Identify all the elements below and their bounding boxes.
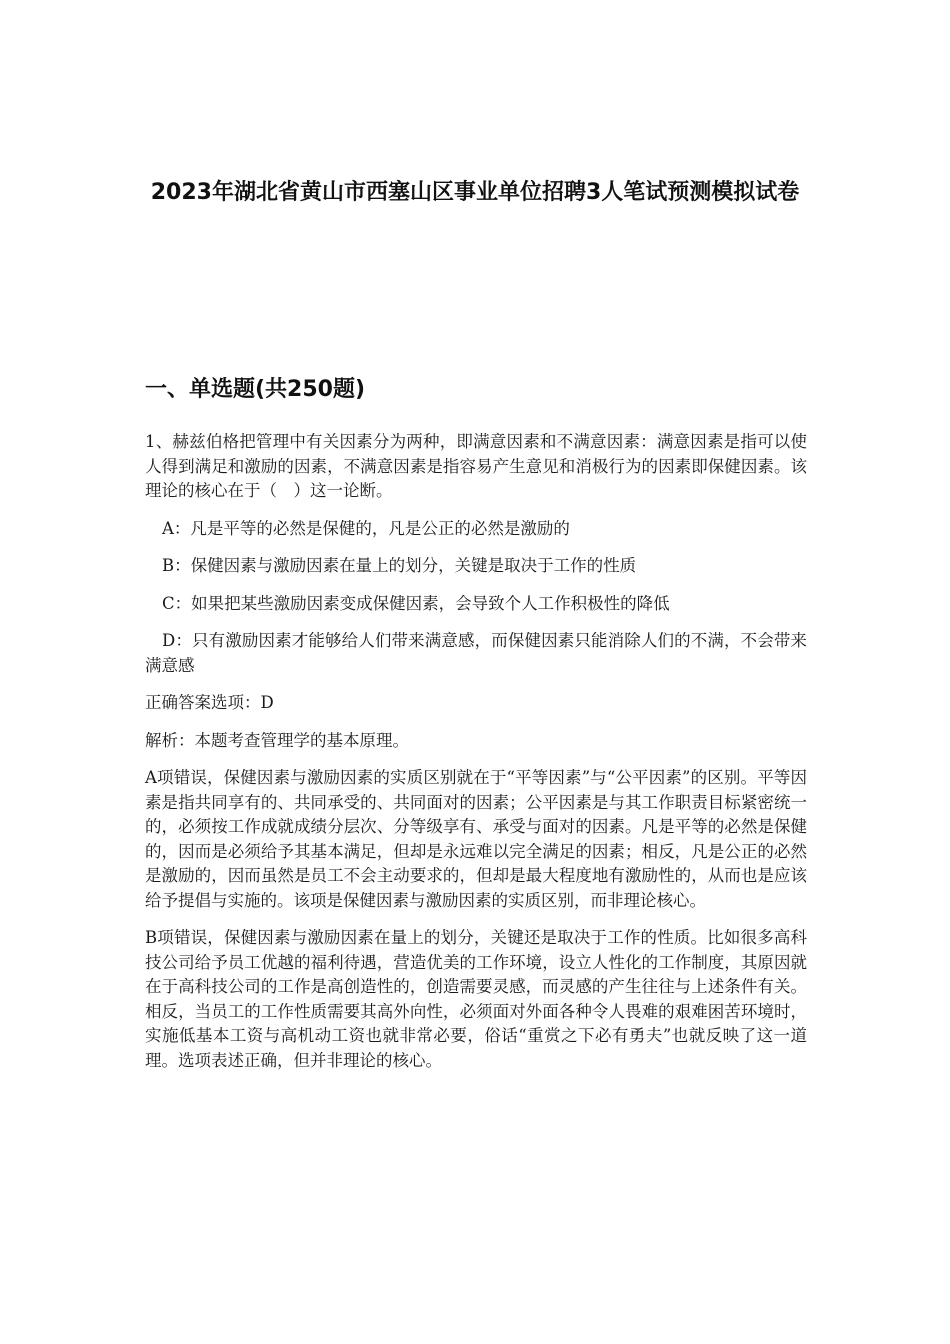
question-block bbox=[145, 430, 807, 1086]
option-d: D：只有激励因素才能够给人们带来满意感，而保健因素只能消除人们的不满，不会带来满意感 bbox=[145, 631, 807, 675]
analysis-option-b: B项错误，保健因素与激励因素在量上的划分，关键还是取决于工作的性质。比如很多高科技公司给予员工优越的福利待遇，营造优美的工作环境，设立人性化的工作制度，其原因就在于高科技公司的工作是高创造性的，创造需要灵感，而灵感的产生往往与上述条件有关。相反，当员工的工作性质需要其高外向性，必须面对外面各种令人畏难的艰难困苦环境时，实施低基本工资与高机动工资也就非常必要，俗话“重赏之下必有勇夫”也就反映了这一道理。选项表述正确，但并非理论的核心。 bbox=[145, 928, 807, 1070]
option-a: A：凡是平等的必然是保健的，凡是公正的必然是激励的 bbox=[162, 518, 570, 538]
option-c: C：如果把某些激励因素变成保健因素，会导致个人工作积极性的降低 bbox=[162, 593, 670, 613]
question-stem: 1、赫兹伯格把管理中有关因素分为两种，即满意因素和不满意因素：满意因素是指可以使人得到满足和激励的因素，不满意因素是指容易产生意见和消极行为的因素即保健因素。该理论的核心在于（ ）这一论断。 bbox=[145, 432, 807, 500]
option-b: B：保健因素与激励因素在量上的划分，关键是取决于工作的性质 bbox=[162, 556, 637, 575]
analysis-intro: 解析：本题考查管理学的基本原理。 bbox=[145, 730, 409, 750]
correct-answer: 正确答案选项：D bbox=[145, 693, 274, 712]
analysis-option-a: A项错误，保健因素与激励因素的实质区别就在于“平等因素”与“公平因素”的区别。平等因素是指共同享有的、共同承受的、共同面对的因素；公平因素是与其工作职责目标紧密统一的，必须按工作成就成绩分层次、分等级享有、承受与面对的因素。凡是平等的必然是保健的，因而是必须给予其基本满足，但却是永远难以完全满足的因素；相反，凡是公正的必然是激励的，因而虽然是员工不会主动要求的，但却是最大程度地有激励性的，从而也是应该给予提倡与实施的。该项是保健因素与激励因素的实质区别，而非理论核心。 bbox=[145, 768, 807, 910]
section-heading: 一、单选题(共250题) bbox=[145, 377, 366, 402]
document-title: 2023年湖北省黄山市西塞山区事业单位招聘3人笔试预测模拟试卷 bbox=[150, 180, 800, 205]
